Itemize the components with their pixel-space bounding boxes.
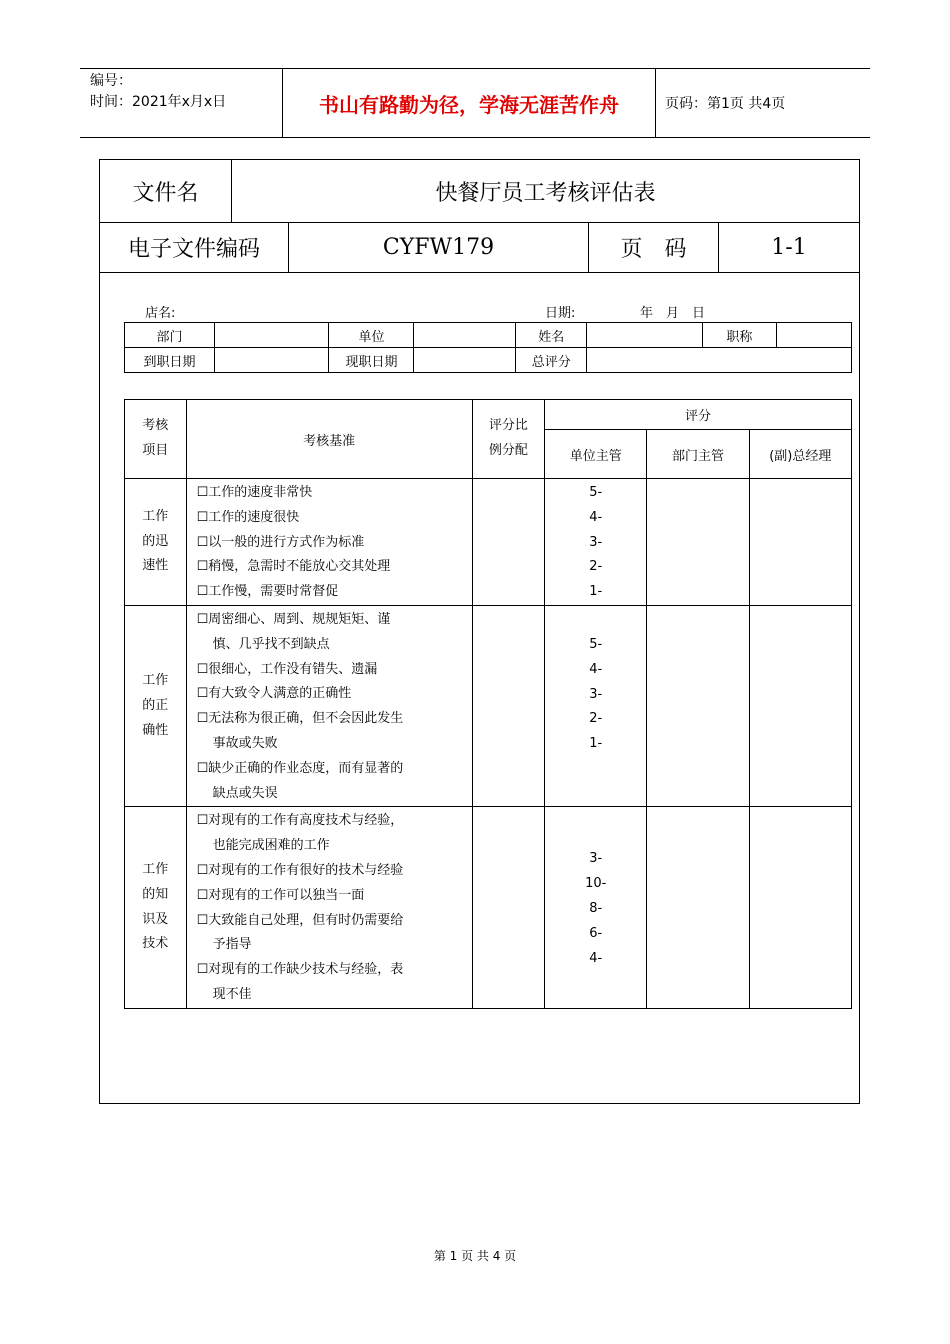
dept-label: 部门	[125, 323, 215, 348]
page-footer: 第 1 页 共 4 页	[433, 1249, 517, 1263]
unit-manager-score-cell[interactable]: 3- 10- 8- 6- 4-	[545, 807, 647, 1008]
dept-manager-score-cell[interactable]	[647, 479, 749, 606]
name-label: 姓名	[516, 323, 587, 348]
score-header: 评分	[545, 400, 852, 430]
dept-value[interactable]	[214, 323, 328, 348]
unit-manager-header: 单位主管	[545, 430, 647, 479]
dept-manager-score-cell[interactable]	[647, 807, 749, 1008]
unit-label: 单位	[329, 323, 414, 348]
file-name-label: 文件名	[132, 180, 199, 206]
criteria-header: 考核基准	[186, 400, 472, 479]
page-value: 1-1	[718, 222, 859, 272]
unit-manager-score-cell[interactable]: 5- 4- 3- 2- 1-	[545, 479, 647, 606]
date-value: 年 月 日	[640, 306, 706, 321]
table-row	[125, 807, 852, 1008]
header-page-info: 页码：第1页 共4页	[665, 96, 786, 112]
file-name-row	[100, 160, 859, 223]
dept-manager-score-cell[interactable]	[647, 605, 749, 806]
table-row	[125, 605, 852, 806]
unit-value[interactable]	[414, 323, 516, 348]
category-cell: 工作 的迅 速性	[125, 479, 187, 606]
criteria-cell[interactable]: ☐对现有的工作有高度技术与经验， 也能完成困难的工作 ☐对现有的工作有很好的技术与经验 ☐对现有的工作可以独当一面 ☐大致能自己处理，但有时仍需要给 予指导 ☐对现有的工作缺少技术与经验，表 现不佳	[186, 807, 472, 1008]
code-row	[100, 222, 859, 273]
ratio-header: 评分比 例分配	[472, 400, 544, 479]
evaluation-table	[124, 399, 852, 1009]
general-manager-score-cell[interactable]	[749, 479, 851, 606]
employee-info-table	[124, 322, 852, 373]
file-name-value: 快餐厅员工考核评估表	[231, 160, 859, 222]
code-value: CYFW179	[288, 222, 588, 272]
category-cell: 工作 的正 确性	[125, 605, 187, 806]
general-manager-score-cell[interactable]	[749, 807, 851, 1008]
criteria-cell[interactable]: ☐工作的速度非常快 ☐工作的速度很快 ☐以一般的进行方式作为标准 ☐稍慢，急需时不能放心交其处理 ☐工作慢，需要时常督促	[186, 479, 472, 606]
total-value[interactable]	[587, 348, 852, 373]
current-date-value[interactable]	[414, 348, 516, 373]
ratio-cell[interactable]	[472, 807, 544, 1008]
title-label: 职称	[702, 323, 776, 348]
number-label: 编号：	[90, 73, 132, 89]
date-label: 日期:	[545, 306, 576, 321]
category-cell: 工作 的知 识及 技术	[125, 807, 187, 1008]
dept-manager-header: 部门主管	[647, 430, 749, 479]
header-motto: 书山有路勤为径，学海无涯苦作舟	[282, 69, 656, 137]
ratio-cell[interactable]	[472, 605, 544, 806]
code-label: 电子文件编码	[127, 236, 260, 262]
total-label: 总评分	[516, 348, 587, 373]
table-header-row	[125, 400, 852, 430]
table-row	[125, 479, 852, 606]
time-label: 时间：2021年x月x日	[90, 94, 227, 110]
table-row	[125, 323, 852, 348]
header-left	[90, 71, 226, 113]
page-header	[80, 68, 870, 138]
store-label: 店名:	[145, 306, 176, 321]
name-value[interactable]	[587, 323, 702, 348]
ratio-cell[interactable]	[472, 479, 544, 606]
title-value[interactable]	[776, 323, 851, 348]
criteria-cell[interactable]: ☐周密细心、周到、规规矩矩、谨 慎、几乎找不到缺点 ☐很细心，工作没有错失、遗漏 ☐有大致令人满意的正确性 ☐无法称为很正确，但不会因此发生 事故或失败 ☐缺少正确的作业态度，而有显著的 缺点或失误	[186, 605, 472, 806]
general-manager-header: (副)总经理	[749, 430, 851, 479]
current-date-label: 现职日期	[329, 348, 414, 373]
item-header: 考核 项目	[125, 400, 187, 479]
page-label: 页 码	[588, 222, 718, 272]
general-manager-score-cell[interactable]	[749, 605, 851, 806]
unit-manager-score-cell[interactable]: 5- 4- 3- 2- 1-	[545, 605, 647, 806]
table-row	[125, 348, 852, 373]
hire-date-label: 到职日期	[125, 348, 215, 373]
hire-date-value[interactable]	[214, 348, 328, 373]
